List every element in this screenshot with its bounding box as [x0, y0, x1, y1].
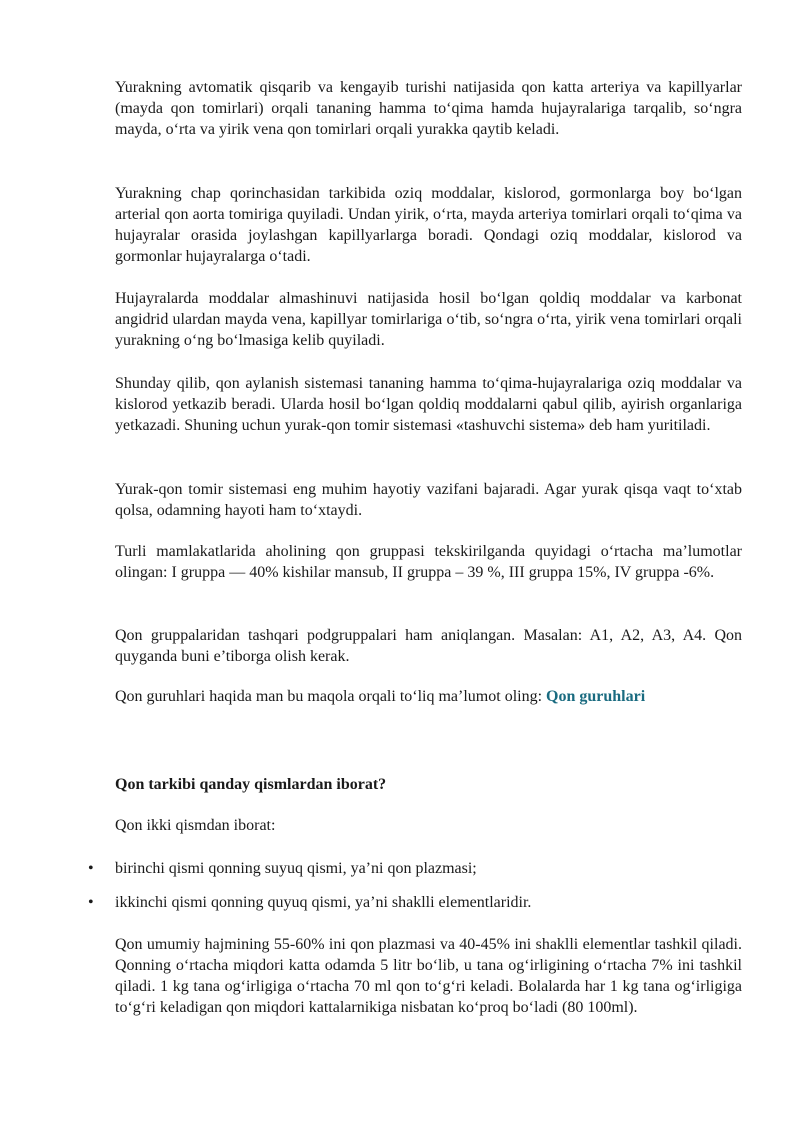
- list-item-text: ikkinchi qismi qonning quyuq qismi, ya’ni shaklli elementlaridir.: [115, 894, 532, 911]
- paragraph-vital-function: Yurak-qon tomir sistemasi eng muhim hayotiy vazifani bajaradi. Agar yurak qisqa vaqt to‘xtab qolsa, odamning hayoti ham to‘xtaydi.: [115, 481, 742, 519]
- bullet-dot-icon: •: [88, 894, 94, 911]
- list-item: [88, 892, 742, 913]
- blood-groups-link[interactable]: Qon guruhlari: [546, 688, 646, 705]
- paragraph-transport-system: Shunday qilib, qon aylanish sistemasi tananing hamma to‘qima-hujayralariga oziq moddalar va kislorod yetkazib beradi. Ularda hosil bo‘lgan qoldiq moddalarni qabul qilib, ayirish organlariga yetkazadi. Shuning uchun yurak-qon tomir sistemasi «tashuvchi sistema» deb ham yuritiladi.: [115, 375, 742, 434]
- paragraph-link-sentence: [115, 686, 742, 707]
- link-sentence-text: Qon guruhlari haqida man bu maqola orqali to‘liq ma’lumot oling:: [115, 688, 547, 705]
- paragraph-arterial-blood: Yurakning chap qorinchasidan tarkibida oziq moddalar, kislorod, gormonlarga boy bo‘lgan arterial qon aorta tomiriga quyiladi. Undan yirik, o‘rta, mayda arteriya tomirlari orqali to‘qima va hujayralar orasida joylashgan kapillyarlarga boradi. Qondagi oziq moddalar, kislorod va gormonlar hujayralarga o‘tadi.: [115, 185, 742, 265]
- paragraph-blood-groups-stats: Turli mamlakatlarida aholining qon gruppasi tekskirilganda quyidagi o‘rtacha ma’lumotlar olingan: I gruppa — 40% kishilar mansub, II gruppa – 39 %, III gruppa 15%, IV gruppa -6%.: [115, 543, 742, 581]
- list-item-text: birinchi qismi qonning suyuq qismi, ya’ni qon plazmasi;: [115, 860, 477, 877]
- list-item: [88, 858, 742, 879]
- paragraph-heart-contraction: Yurakning avtomatik qisqarib va kengayib turishi natijasida qon katta arteriya va kapillyarlar (mayda qon tomirlari) orqali tananing hamma to‘qima hamda hujayralariga tarqalib, so‘ngra mayda, o‘rta va yirik vena qon tomirlari orqali yurakka qaytib keladi.: [115, 79, 742, 138]
- paragraph-metabolism: Hujayralarda moddalar almashinuvi natijasida hosil bo‘lgan qoldiq moddalar va karbonat angidrid ulardan mayda vena, kapillyar tomirlariga o‘tib, so‘ngra o‘rta, yirik vena tomirlari orqali yurakning o‘ng bo‘lmasiga kelib quyiladi.: [115, 290, 742, 349]
- section-intro: Qon ikki qismdan iborat:: [115, 817, 276, 834]
- paragraph-blood-composition: Qon umumiy hajmining 55-60% ini qon plazmasi va 40-45% ini shaklli elementlar tashkil qiladi. Qonning o‘rtacha miqdori katta odamda 5 litr bo‘lib, u tana og‘irligining o‘rtacha 7% ini tashkil qiladi. 1 kg tana og‘irligiga o‘rtacha 70 ml qon to‘g‘ri keladi. Bolalarda har 1 kg tana og‘irligiga to‘g‘ri keladigan qon miqdori kattalarnikiga nisbatan ko‘proq bo‘ladi (80 100ml).: [115, 936, 742, 1016]
- bullet-dot-icon: •: [88, 860, 94, 877]
- paragraph-subgroups: Qon gruppalaridan tashqari podgruppalari ham aniqlangan. Masalan: A1, A2, A3, A4. Qon quyganda buni e’tiborga olish kerak.: [115, 627, 742, 665]
- section-heading: Qon tarkibi qanday qismlardan iborat?: [115, 776, 387, 793]
